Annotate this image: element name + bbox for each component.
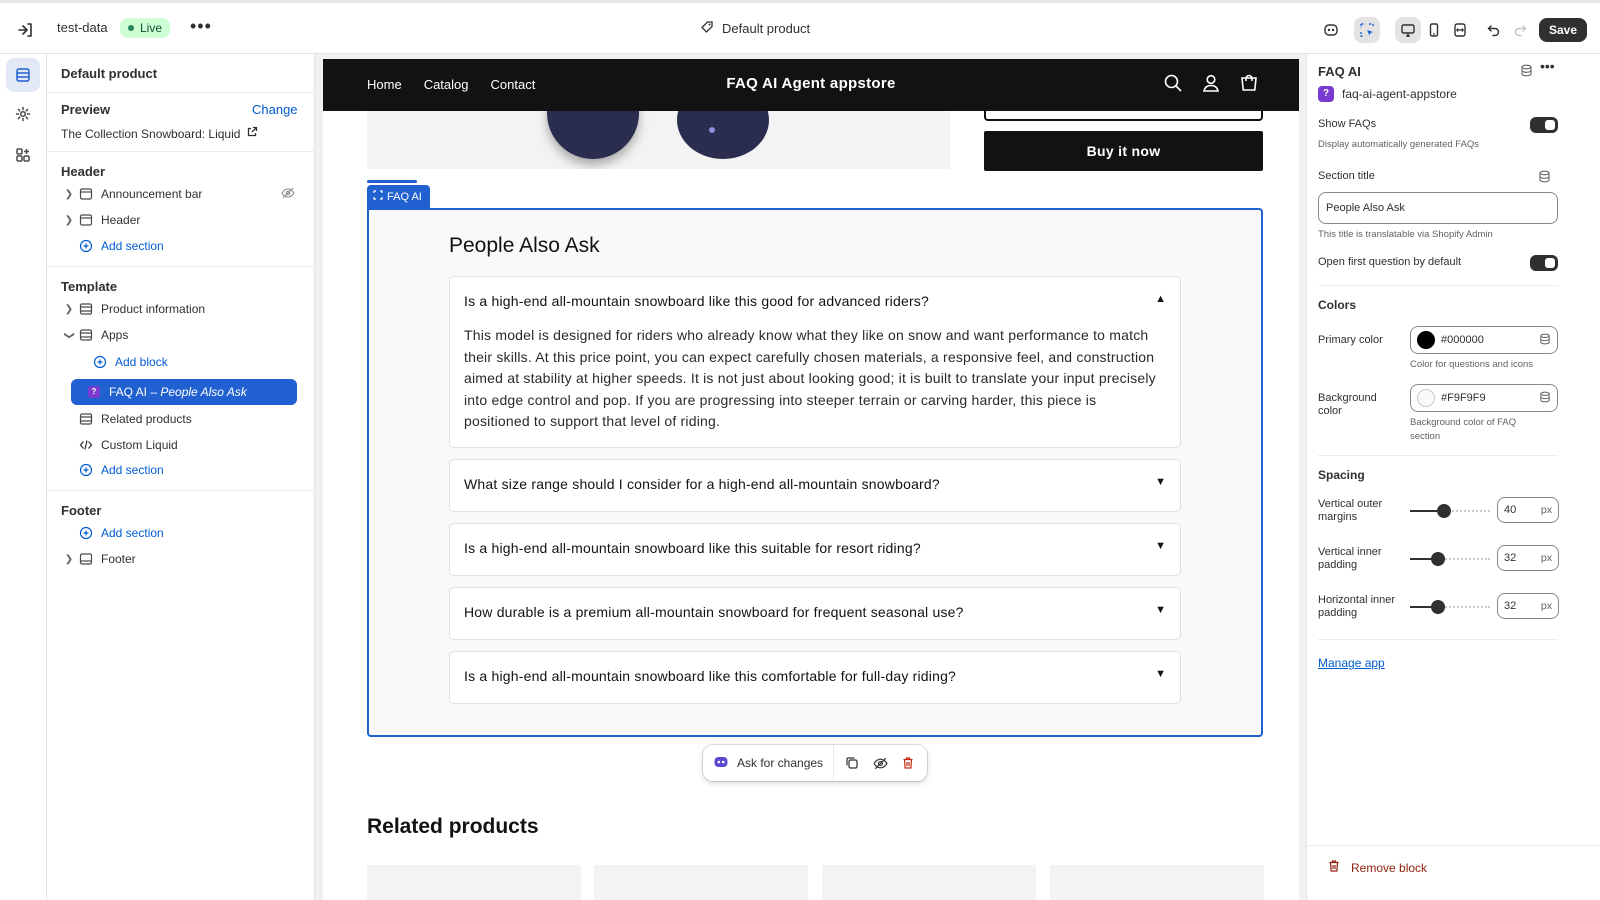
chevron-right-icon[interactable]: ❯ [64,214,74,226]
product-card[interactable] [367,865,581,900]
tag-icon [700,20,714,37]
save-button[interactable]: Save [1539,18,1587,42]
desktop-view-icon[interactable] [1395,17,1421,43]
background-color-value: #F9F9F9 [1441,392,1486,404]
ask-for-changes-button[interactable] [703,745,834,781]
background-color-help: Background color of FAQ [1410,417,1517,428]
add-section-footer[interactable] [61,521,303,545]
section-label: Apps [101,328,129,342]
preview-label: Preview [61,102,111,117]
page-title[interactable] [700,20,810,37]
inner-vertical-label: Vertical inner [1318,546,1382,558]
block-name: People Also Ask [160,385,247,399]
faq-item[interactable] [449,587,1181,640]
template-title: Default product [61,66,158,81]
nav-link-catalog[interactable]: Catalog [423,77,469,92]
divider [47,92,315,93]
inner-vertical-input[interactable] [1497,545,1559,571]
show-faqs-toggle[interactable] [1530,117,1558,133]
faq-question[interactable]: Is a high-end all-mountain snowboard like this suitable for resort riding? [464,540,921,556]
divider [47,266,315,267]
unit-label: px [1540,552,1552,564]
caret-down-icon[interactable]: ▼ [1155,668,1166,680]
snowboard-image [547,111,639,159]
block-faq-ai-people-also-ask[interactable] [71,379,297,405]
section-label: Related products [101,412,192,426]
faq-item[interactable] [449,276,1181,448]
app-handle: faq-ai-agent-appstore [1342,87,1457,101]
product-card[interactable] [822,865,1036,900]
external-link-icon[interactable] [246,126,258,141]
outer-margins-label: margins [1318,511,1358,523]
manage-app-link[interactable]: Manage app [1318,656,1385,670]
divider [1318,285,1558,286]
slider-handle[interactable] [1437,504,1451,518]
slider-handle[interactable] [1431,552,1445,566]
plus-circle-icon [77,239,95,253]
delete-icon[interactable] [894,745,922,781]
outer-margins-input[interactable] [1497,497,1559,523]
inner-horizontal-label: padding [1318,607,1358,619]
app-source [1318,86,1457,102]
faq-section-title: People Also Ask [449,234,600,257]
faq-question[interactable]: Is a high-end all-mountain snowboard like this good for advanced riders? [464,293,929,309]
faq-block-tab-label: FAQ AI [387,191,422,203]
duplicate-icon[interactable] [838,745,866,781]
plus-circle-icon [77,526,95,540]
faq-block-tab[interactable] [367,185,430,209]
slider-handle[interactable] [1431,600,1445,614]
mobile-view-icon[interactable] [1421,17,1447,43]
nav-link-contact[interactable]: Contact [490,77,536,92]
exit-icon[interactable] [16,20,36,40]
code-icon [77,438,95,452]
quantity-selector[interactable] [984,109,1263,121]
divider [1318,455,1558,456]
inner-horizontal-value: 32 [1504,600,1517,612]
ask-for-changes-label: Ask for changes [737,756,824,770]
section-icon [77,552,95,566]
theme-settings-icon[interactable] [6,97,40,131]
faq-item[interactable] [449,651,1181,704]
show-faqs-help: Display automatically generated FAQs [1318,139,1480,150]
add-section-header[interactable] [61,234,303,258]
open-first-toggle[interactable] [1530,255,1558,271]
section-label: Announcement bar [101,187,203,201]
section-icon [77,412,95,426]
plus-circle-icon [91,355,109,369]
more-actions-icon[interactable]: ••• [190,16,212,36]
search-icon[interactable] [1163,73,1183,96]
database-icon[interactable] [1520,64,1533,80]
section-label: Custom Liquid [101,438,178,452]
change-preview-link[interactable]: Change [252,102,298,117]
unit-label: px [1540,600,1552,612]
section-product-information[interactable] [61,297,303,321]
status-badge: Live [120,18,170,38]
caret-down-icon[interactable]: ▼ [1155,604,1166,616]
primary-color-value: #000000 [1441,334,1484,346]
unit-label: px [1540,504,1552,516]
section-title-label: Section title [1318,170,1375,182]
primary-color-help: Color for questions and icons [1410,359,1534,370]
header-group-label: Header [61,164,106,179]
inner-horizontal-label: Horizontal inner [1318,594,1396,606]
database-icon[interactable] [1539,391,1551,406]
primary-color-field[interactable] [1410,326,1558,354]
add-section-label: Add section [101,239,164,253]
faq-question[interactable]: What size range should I consider for a high-end all-mountain snowboard? [464,476,940,492]
open-first-label: Open first question by default [1318,256,1462,268]
app-badge-icon: ? [1318,86,1334,102]
add-block[interactable] [75,350,303,374]
background-color-field[interactable] [1410,384,1558,412]
inspector-select-icon[interactable] [1354,17,1380,43]
select-frame-icon [373,185,383,209]
page-title-text: Default product [722,21,811,36]
chevron-right-icon[interactable]: ❯ [64,188,74,200]
undo-icon[interactable] [1481,17,1507,43]
colors-heading: Colors [1318,298,1357,312]
caret-down-icon[interactable]: ▼ [1155,540,1166,552]
cart-icon[interactable] [1239,73,1259,96]
faq-item[interactable] [449,459,1181,512]
buy-it-now-button[interactable]: Buy it now [984,131,1263,171]
section-label: Product information [101,302,206,316]
background-color-help: section [1410,431,1441,442]
section-header[interactable] [61,208,303,232]
chevron-down-icon[interactable]: ❯ [63,330,75,340]
inner-horizontal-input[interactable] [1497,593,1559,619]
section-custom-liquid[interactable] [61,433,303,457]
show-faqs-label: Show FAQs [1318,118,1377,130]
store-brand[interactable]: FAQ AI Agent appstore [726,75,896,92]
storefront-preview [323,59,1299,900]
inner-vertical-value: 32 [1504,552,1517,564]
delete-icon [1327,859,1341,876]
more-actions-icon[interactable]: ••• [1540,58,1555,74]
footer-group-label: Footer [61,503,102,518]
faq-section[interactable] [367,208,1263,737]
product-card[interactable] [1050,865,1264,900]
spacing-heading: Spacing [1318,468,1365,482]
block-toolbar [703,745,927,781]
inner-vertical-slider[interactable] [1410,558,1490,560]
faq-answer: This model is designed for riders who already know what they like on snow and want performance to match their skills. At this price point, you can expect carefully chosen materials, a responsive feel, and construction aimed at stability at higher speeds. It is not just about looking good; it is built to translate your input precisely into edge control and pop. If you are progressing into steeper terrain or carving harder, this piece is positioned to support that level of riding. [464,327,1156,429]
section-title-help: This title is translatable via Shopify Admin [1318,229,1493,240]
block-separator: – [147,385,161,399]
outer-margins-label: Vertical outer [1318,498,1383,510]
faq-question[interactable]: How durable is a premium all-mountain snowboard for frequent seasonal use? [464,604,964,620]
panel-title: FAQ AI [1318,64,1361,79]
sections-sidebar [47,54,315,900]
template-group-label: Template [61,279,118,294]
top-bar [0,0,1600,54]
block-settings-panel [1306,54,1600,900]
chevron-right-icon[interactable]: ❯ [64,303,74,315]
related-products-title: Related products [367,815,539,838]
caret-up-icon[interactable]: ▲ [1155,293,1166,305]
sections-icon[interactable] [6,58,40,92]
hide-icon[interactable] [866,745,894,781]
plus-circle-icon [77,463,95,477]
dynamic-source-icon[interactable] [1538,170,1551,186]
caret-down-icon[interactable]: ▼ [1155,476,1166,488]
outer-margins-slider[interactable] [1410,510,1490,512]
redo-icon[interactable] [1507,17,1533,43]
account-icon[interactable] [1201,73,1221,96]
divider [1318,639,1558,640]
color-swatch[interactable] [1417,389,1435,407]
background-color-label: Background [1318,392,1377,404]
add-section-label: Add section [101,526,164,540]
primary-color-label: Primary color [1318,334,1383,346]
add-block-label: Add block [115,355,168,369]
section-icon [77,213,95,227]
snowboard-image [677,111,769,159]
add-section-template[interactable] [61,458,303,482]
nav-link-home[interactable]: Home [367,77,402,92]
ai-assistant-icon [713,754,729,773]
apps-icon[interactable] [6,138,40,172]
color-swatch[interactable] [1417,331,1435,349]
store-name[interactable]: test-data [57,20,108,35]
store-header [323,59,1299,111]
ai-assistant-icon[interactable] [1318,17,1344,43]
section-icon [77,187,95,201]
hidden-eye-icon[interactable] [281,186,295,203]
faq-item[interactable] [449,523,1181,576]
divider [47,151,315,152]
block-app-name: FAQ AI [109,385,148,399]
app-block-icon: ? [85,386,103,398]
section-footer[interactable] [61,547,303,571]
preview-product[interactable] [61,126,258,141]
full-width-icon[interactable] [1447,17,1473,43]
add-section-label: Add section [101,463,164,477]
preview-product-name: The Collection Snowboard: Liquid [61,126,241,141]
outer-margins-value: 40 [1504,504,1517,516]
inner-horizontal-slider[interactable] [1410,606,1490,608]
product-image [367,111,950,169]
section-related-products[interactable] [61,407,303,431]
section-icon [77,302,95,316]
divider [1307,845,1600,846]
remove-block-label: Remove block [1351,860,1428,875]
database-icon[interactable] [1539,333,1551,348]
remove-block-button[interactable] [1327,859,1427,876]
section-announcement-bar[interactable] [61,182,303,206]
inner-vertical-label: padding [1318,559,1358,571]
section-apps[interactable] [61,323,303,347]
product-card[interactable] [594,865,808,900]
section-icon [77,328,95,342]
left-rail [0,54,47,900]
section-label: Header [101,213,141,227]
preview-canvas [315,54,1306,900]
background-color-label: color [1318,405,1342,417]
chevron-right-icon[interactable]: ❯ [64,553,74,565]
divider [47,490,315,491]
faq-question[interactable]: Is a high-end all-mountain snowboard like this comfortable for full-day riding? [464,668,957,684]
section-label: Footer [101,552,136,566]
section-title-input[interactable]: People Also Ask [1318,192,1558,224]
